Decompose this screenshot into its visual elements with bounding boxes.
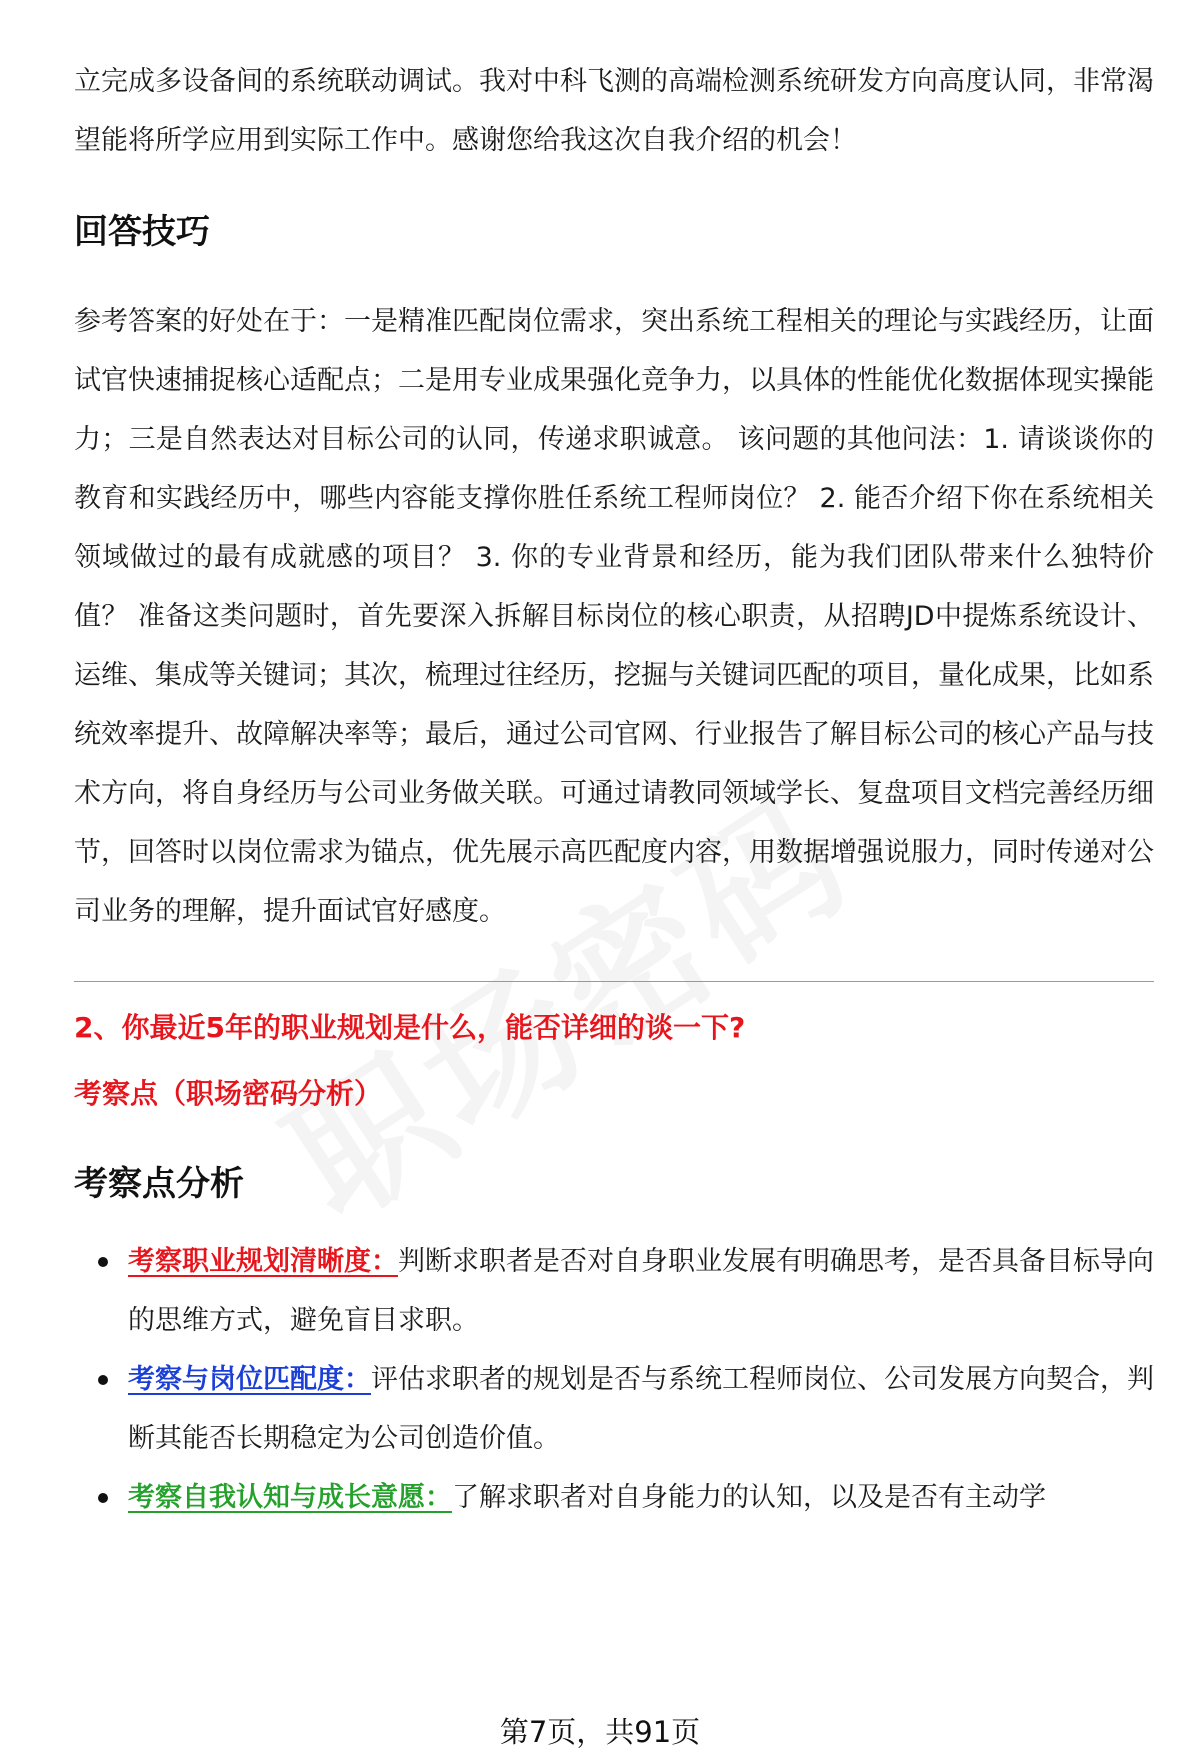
bullet-dot-icon <box>98 1493 108 1503</box>
question-2-subtitle: 考察点（职场密码分析） <box>74 1077 383 1110</box>
analysis-heading: 考察点分析 <box>74 1164 244 1204</box>
analysis-keyword: 考察自我认知与成长意愿： <box>128 1482 452 1513</box>
analysis-text: 判断求职者是否对自身职业发展有明确思考，是否具备目标导向的思维方式，避免盲目求职。 <box>128 1246 1154 1336</box>
analysis-item-self-awareness <box>74 1468 1154 1527</box>
analysis-item-job-fit <box>74 1350 1154 1468</box>
section-divider <box>74 981 1154 982</box>
analysis-list <box>74 1232 1154 1527</box>
answer-tips-paragraph: 参考答案的好处在于：一是精准匹配岗位需求，突出系统工程相关的理论与实践经历，让面试官快速捕捉核心适配点；二是用专业成果强化竞争力，以具体的性能优化数据体现实操能力；三是自然表达对目标公司的认同，传递求职诚意。 该问题的其他问法：1. 请谈谈你的教育和实践经历中，哪些内容能支撑你胜任系统工程师岗位？ 2. 能否介绍下你在系统相关领域做过的最有成就感的项目？ 3. 你的专业背景和经历，能为我们团队带来什么独特价值？ 准备这类问题时，首先要深入拆解目标岗位的核心职责，从招聘JD中提炼系统设计、运维、集成等关键词；其次，梳理过往经历，挖掘与关键词匹配的项目，量化成果，比如系统效率提升、故障解决率等；最后，通过公司官网、行业报告了解目标公司的核心产品与技术方向，将自身经历与公司业务做关联。可通过请教同领域学长、复盘项目文档完善经历细节，回答时以岗位需求为锚点，优先展示高匹配度内容，用数据增强说服力，同时传递对公司业务的理解，提升面试官好感度。 <box>74 306 1154 927</box>
analysis-keyword: 考察与岗位匹配度： <box>128 1364 371 1395</box>
bullet-dot-icon <box>98 1375 108 1385</box>
document-page <box>74 52 1154 1527</box>
analysis-text: 评估求职者的规划是否与系统工程师岗位、公司发展方向契合，判断其能否长期稳定为公司创造价值。 <box>128 1364 1154 1454</box>
page-number-footer: 第7页，共91页 <box>499 1715 701 1749</box>
analysis-item-career-clarity <box>74 1232 1154 1350</box>
bullet-dot-icon <box>98 1257 108 1267</box>
analysis-text: 了解求职者对自身能力的认知，以及是否有主动学 <box>452 1482 1046 1513</box>
analysis-keyword: 考察职业规划清晰度： <box>128 1246 398 1277</box>
question-2-title: 2、你最近5年的职业规划是什么，能否详细的谈一下? <box>74 1011 746 1044</box>
intro-paragraph: 立完成多设备间的系统联动调试。我对中科飞测的高端检测系统研发方向高度认同，非常渴望能将所学应用到实际工作中。感谢您给我这次自我介绍的机会！ <box>74 66 1154 156</box>
answer-tips-heading: 回答技巧 <box>74 212 210 252</box>
